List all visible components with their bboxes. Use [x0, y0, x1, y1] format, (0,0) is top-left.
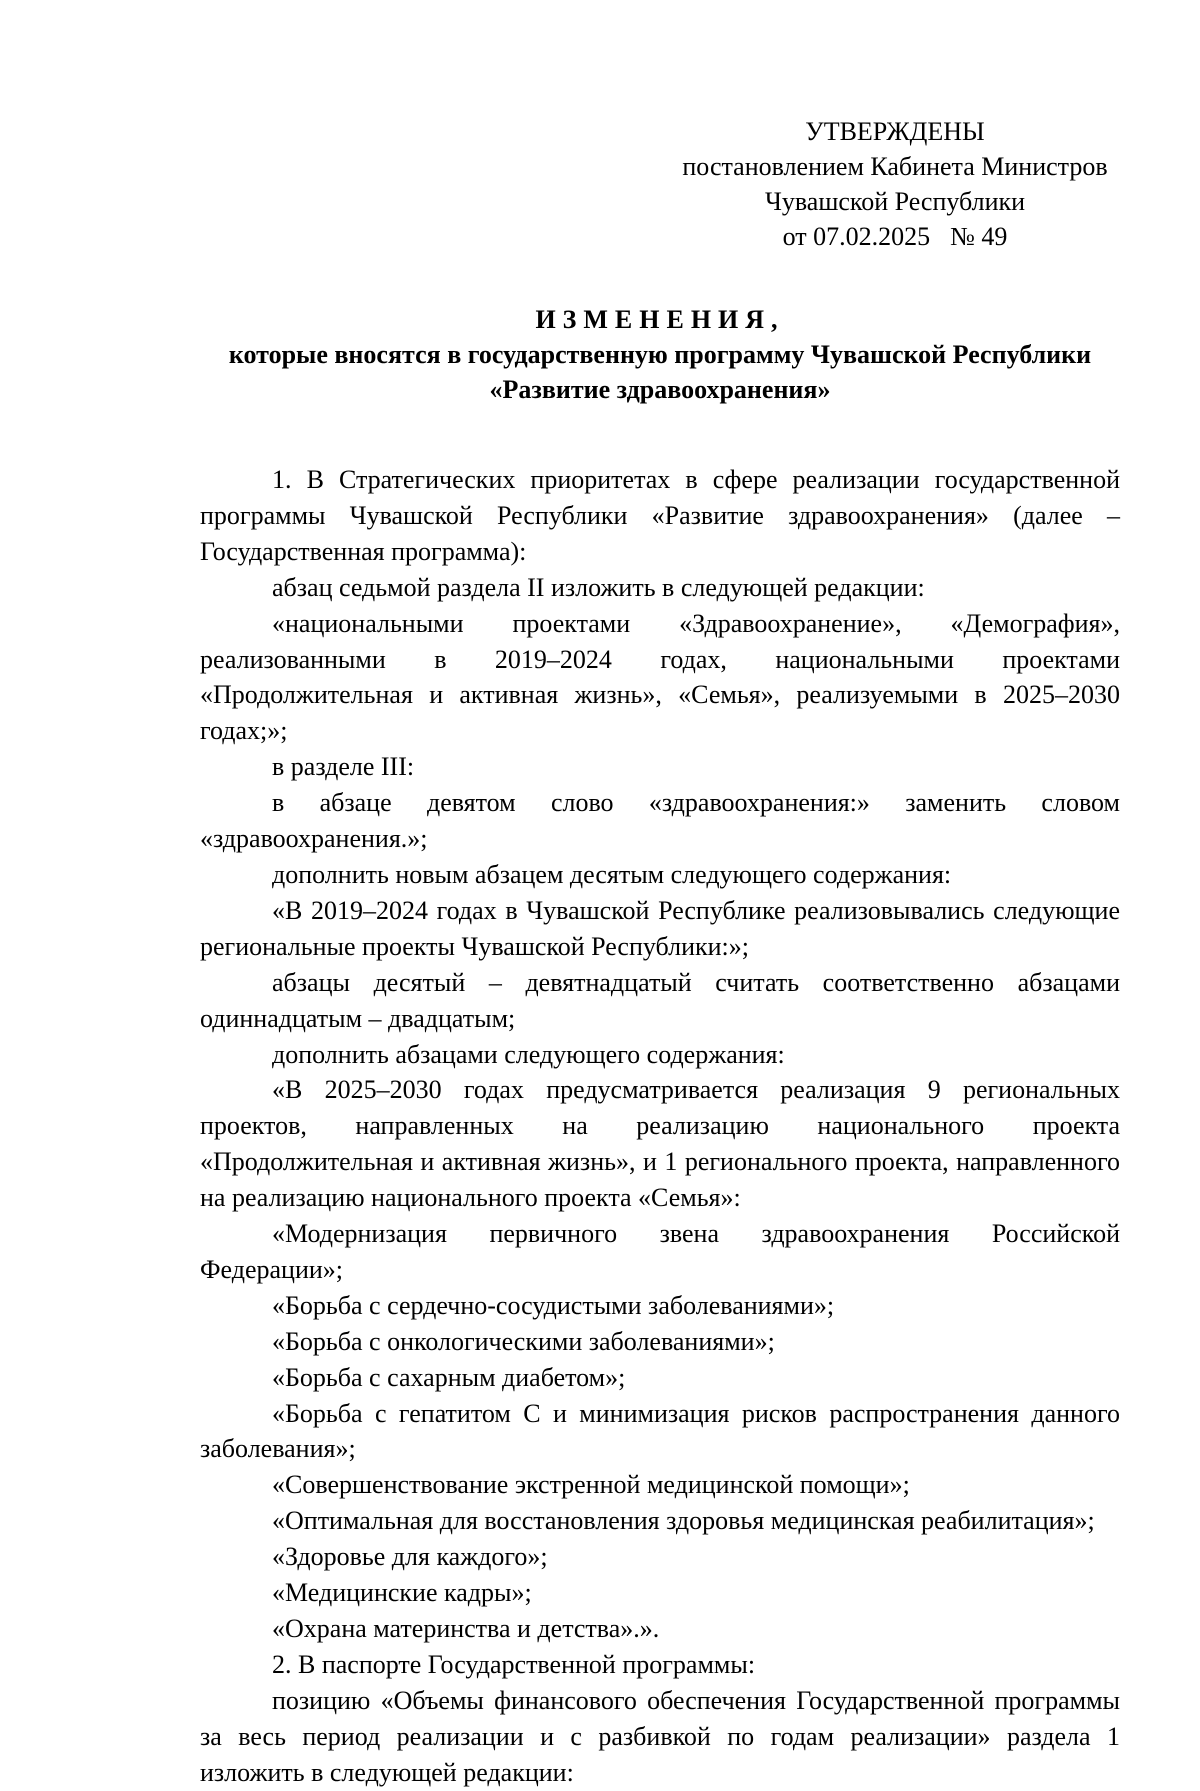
paragraph: «Борьба с сердечно-сосудистыми заболеваниями»; [272, 1290, 835, 1320]
paragraph: дополнить новым абзацем десятым следующего содержания: [272, 859, 952, 889]
approval-heading: УТВЕРЖДЕНЫ [805, 117, 985, 146]
paragraph: дополнить абзацами следующего содержания: [272, 1039, 785, 1069]
paragraph: «Борьба с сахарным диабетом»; [272, 1362, 626, 1392]
approval-date-line [675, 219, 1115, 254]
paragraph: «Здоровье для каждого»; [272, 1542, 548, 1572]
approval-date: от 07.02.2025 [782, 222, 931, 251]
paragraph: «Охрана материнства и детства».». [272, 1614, 660, 1643]
paragraph: «В 2025–2030 годах предусматривается реализация 9 региональных проектов, направленных на реализацию национального проекта «Продолжительная и активная жизнь», и 1 регионального проекта, направленного на реализацию национального проекта «Семья»: [200, 1075, 1120, 1213]
title-program-name: «Развитие здравоохранения» [489, 375, 831, 404]
document-title [200, 302, 1120, 407]
paragraph: в абзаце девятом слово «здравоохранения:» заменить словом «здравоохранения.»; [200, 788, 1120, 854]
title-main: ИЗМЕНЕНИЯ, [535, 305, 785, 334]
paragraph: «Борьба с онкологическими заболеваниями»; [272, 1326, 775, 1356]
paragraph: «Медицинские кадры»; [272, 1578, 532, 1608]
paragraph: позицию «Объемы финансового обеспечения Государственной программы за весь период реализации и с разбивкой по годам реализации» раздела 1 изложить в следующей редакции: [200, 1685, 1120, 1787]
title-subtitle: которые вносятся в государственную программу Чувашской Республики [228, 340, 1092, 369]
paragraph: «Борьба с гепатитом С и минимизация рисков распространения данного заболевания»; [200, 1398, 1120, 1464]
approval-line-1: постановлением Кабинета Министров [682, 152, 1108, 181]
document-body [200, 462, 1120, 1791]
paragraph: абзац седьмой раздела II изложить в следующей редакции: [272, 572, 925, 602]
paragraph: абзацы десятый – девятнадцатый считать соответственно абзацами одиннадцатым – двадцатым; [200, 967, 1120, 1033]
paragraph: «Оптимальная для восстановления здоровья медицинская реабилитация»; [272, 1506, 1095, 1536]
paragraph: «национальными проектами «Здравоохранение», «Демография», реализованными в 2019–2024 годах, национальными проектами «Продолжительная и активная жизнь», «Семья», реализуемыми в 2025–2030 годах;»; [200, 608, 1120, 746]
approval-line-2: Чувашской Республики [764, 187, 1026, 216]
approval-stamp [675, 114, 1115, 254]
paragraph: «В 2019–2024 годах в Чувашской Республике реализовывались следующие региональные проекты Чувашской Республики:»; [200, 895, 1120, 961]
paragraph: 2. В паспорте Государственной программы: [272, 1649, 756, 1679]
paragraph: 1. В Стратегических приоритетах в сфере реализации государственной программы Чувашской Республики «Развитие здравоохранения» (далее – Государственная программа): [200, 465, 1120, 566]
paragraph: «Совершенствование экстренной медицинской помощи»; [272, 1470, 910, 1500]
paragraph: «Модернизация первичного звена здравоохранения Российской Федерации»; [200, 1219, 1120, 1284]
paragraph: в разделе III: [272, 752, 415, 782]
approval-number: № 49 [950, 222, 1008, 251]
